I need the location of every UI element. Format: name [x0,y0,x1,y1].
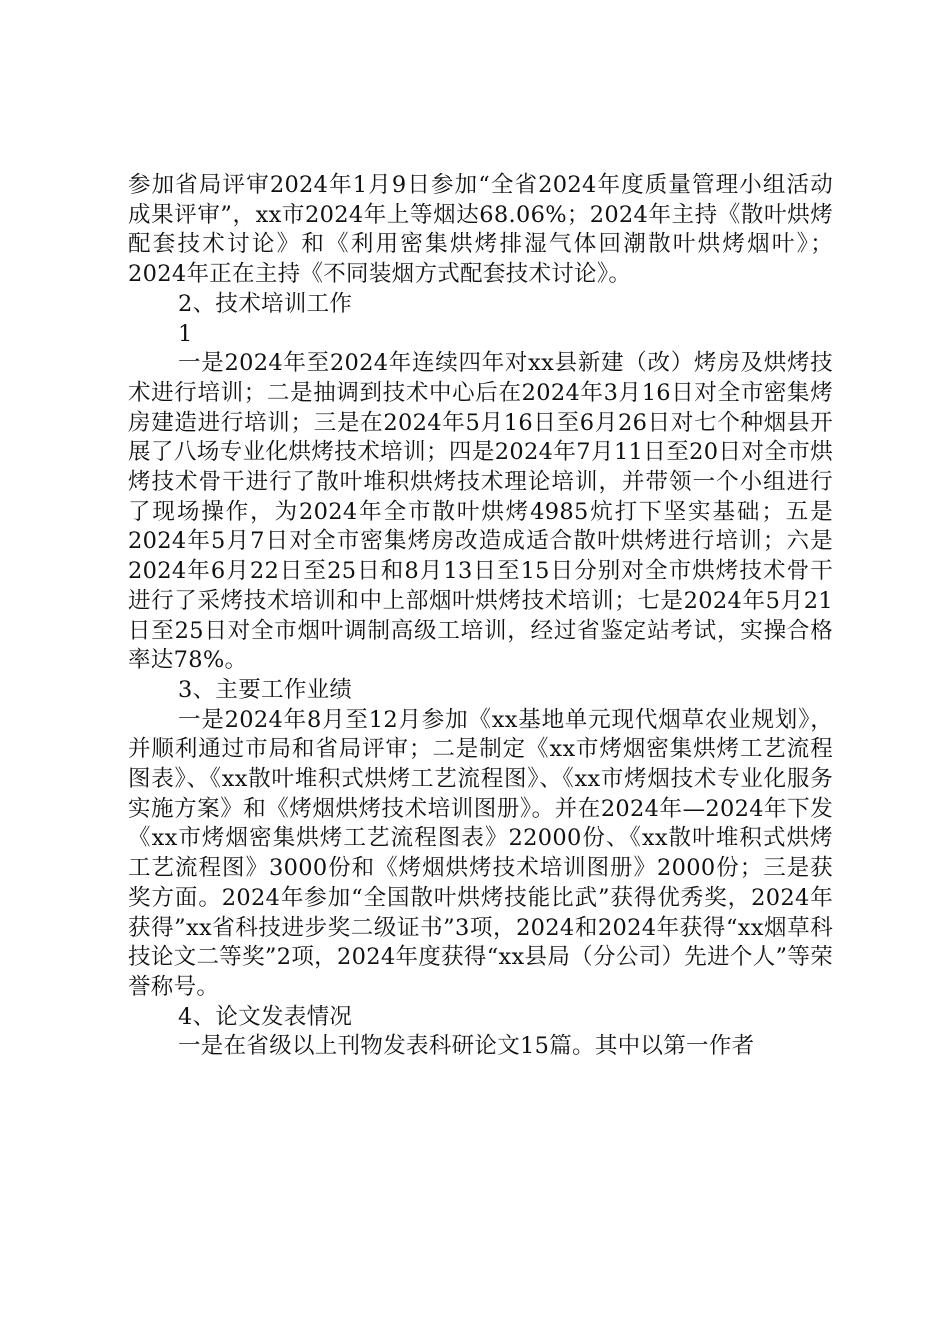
paragraph-publication-details: 一是在省级以上刊物发表科研论文15篇。其中以第一作者 [178,1033,755,1060]
section-heading-paper-publication: 4、论文发表情况 [178,1003,353,1030]
paragraph-achievement-details: 一是2024年8月至12月参加《xx基地单元现代烟草农业规划》，并顺利通过市局和省局评审；二是制定《xx市烤烟密集烘烤工艺流程图表》、《xx散叶堆积式烘烤工艺流程图》、《xx市烤烟技术专业化服务实施方案》和《烤烟烘烤技术培训图册》。并在2024年—2024年下发《xx市烤烟密集烘烤工艺流程图表》22000份、《xx散叶堆积式烘烤工艺流程图》3000份和《烤烟烘烤技术培训图册》2000份；三是获奖方面。2024年参加“全国散叶烘烤技能比武”获得优秀奖，2024年获得”xx省科技进步奖二级证书”3项，2024和2024年获得“xx烟草科技论文二等奖”2项，2024年度获得“xx县局（分公司）先进个人”等荣誉称号。 [128,706,833,1000]
paragraph-continuation: 参加省局评审2024年1月9日参加“全省2024年度质量管理小组活动成果评审”，xx市2024年上等烟达68.06%；2024年主持《散叶烘烤配套技术讨论》和《利用密集烘烤排湿气体回潮散叶烘烤烟叶》；2024年正在主持《不同装烟方式配套技术讨论》。 [128,172,833,288]
document-body [128,171,833,1062]
section-heading-main-achievements: 3、主要工作业绩 [178,676,353,703]
section-heading-technical-training: 2、技术培训工作 [178,290,353,317]
paragraph-training-details: 一是2024年至2024年连续四年对xx县新建（改）烤房及烘烤技术进行培训；二是抽调到技术中心后在2024年3月16日对全市密集烤房建造进行培训；三是在2024年5月16日至6月26日对七个种烟县开展了八场专业化烘烤技术培训；四是2024年7月11日至20日对全市烘烤技术骨干进行了散叶堆积烘烤技术理论培训，并带领一个小组进行了现场操作，为2024年全市散叶烘烤4985炕打下坚实基础；五是2024年5月7日对全市密集烤房改造成适合散叶烘烤进行培训；六是2024年6月22日至25日和8月13日至15日分别对全市烘烤技术骨干进行了采烤技术培训和中上部烟叶烘烤技术培训；七是2024年5月21日至25日对全市烟叶调制高级工培训，经过省鉴定站考试，实操合格率达78%。 [128,350,833,674]
subsection-number: 1 [178,320,193,347]
